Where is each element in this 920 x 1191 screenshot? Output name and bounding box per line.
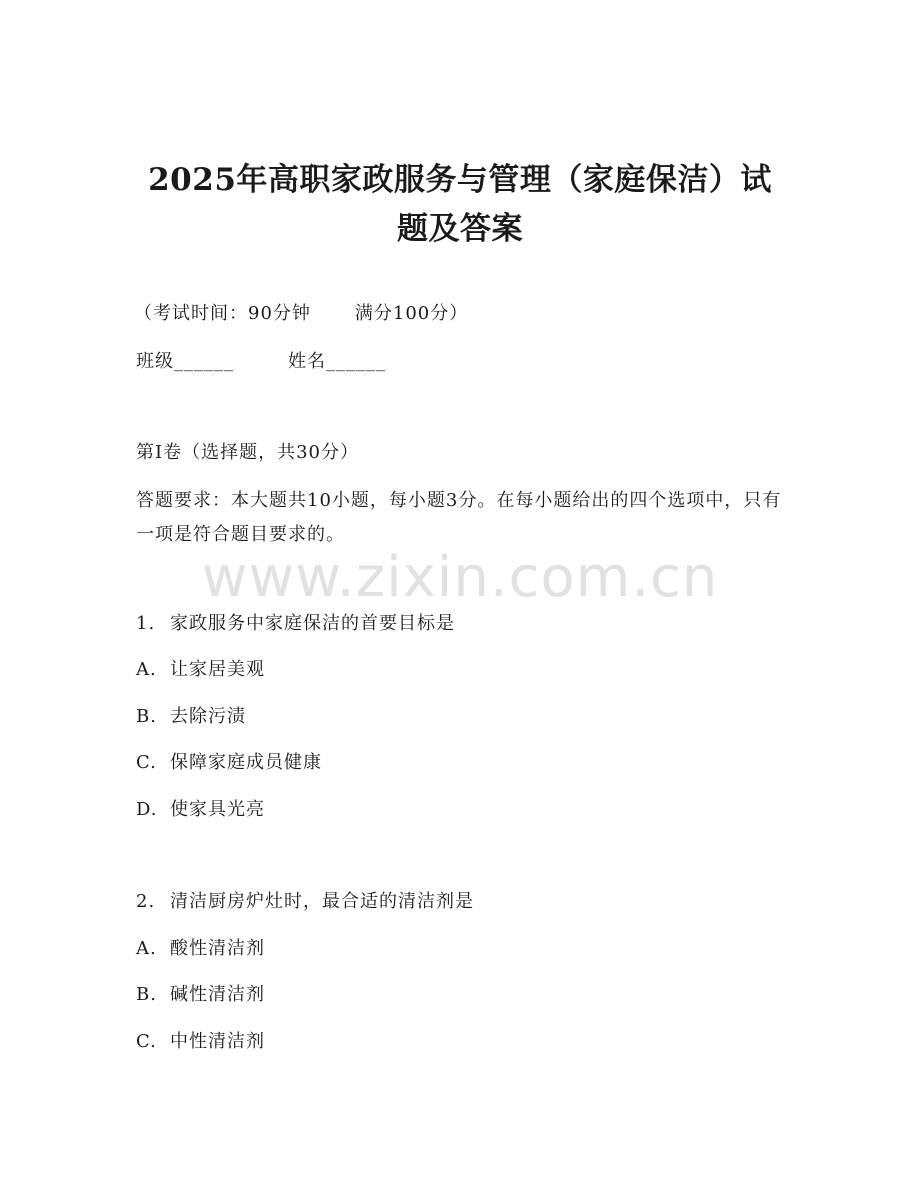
question-number: 2. <box>136 891 156 912</box>
option-letter: A. <box>136 659 157 680</box>
question-2-option-b <box>136 983 265 1007</box>
option-letter: C. <box>136 752 157 773</box>
question-1-option-b <box>136 705 246 729</box>
question-1-option-a <box>136 658 265 682</box>
option-letter: C. <box>136 1031 157 1052</box>
student-fields <box>136 350 386 374</box>
class-field-label: 班级______ <box>136 351 234 372</box>
question-2-option-c <box>136 1030 265 1054</box>
question-text: 清洁厨房炉灶时，最合适的清洁剂是 <box>170 891 474 912</box>
question-2 <box>136 890 474 914</box>
question-2-option-a <box>136 937 265 961</box>
document-title-line-1: 2025年高职家政服务与管理（家庭保洁）试 <box>148 162 772 198</box>
option-letter: B. <box>136 706 157 727</box>
question-1-option-c <box>136 751 322 775</box>
question-text: 家政服务中家庭保洁的首要目标是 <box>170 613 455 634</box>
option-text: 让家居美观 <box>170 659 265 680</box>
exam-time: （考试时间：90分钟 <box>134 303 311 324</box>
question-number: 1. <box>136 613 156 634</box>
option-letter: D. <box>136 799 158 820</box>
option-text: 保障家庭成员健康 <box>170 752 322 773</box>
option-text: 中性清洁剂 <box>170 1031 265 1052</box>
exam-score: 满分100分） <box>354 303 469 324</box>
watermark: www.zixin.com.cn <box>201 545 719 610</box>
option-text: 碱性清洁剂 <box>170 984 265 1005</box>
option-letter: A. <box>136 938 157 959</box>
option-text: 去除污渍 <box>170 706 246 727</box>
section-heading: 第I卷（选择题，共30分） <box>136 442 360 463</box>
option-letter: B. <box>136 984 157 1005</box>
option-text: 酸性清洁剂 <box>170 938 265 959</box>
question-1 <box>136 612 455 636</box>
name-field-label: 姓名______ <box>288 351 386 372</box>
section-instructions: 答题要求：本大题共10小题，每小题3分。在每小题给出的四个选项中，只有一项是符合题目要求的。 <box>136 490 782 545</box>
option-text: 使家具光亮 <box>170 799 265 820</box>
exam-info <box>134 302 468 326</box>
document-title-line-2: 题及答案 <box>397 211 523 247</box>
question-1-option-d <box>136 798 265 822</box>
